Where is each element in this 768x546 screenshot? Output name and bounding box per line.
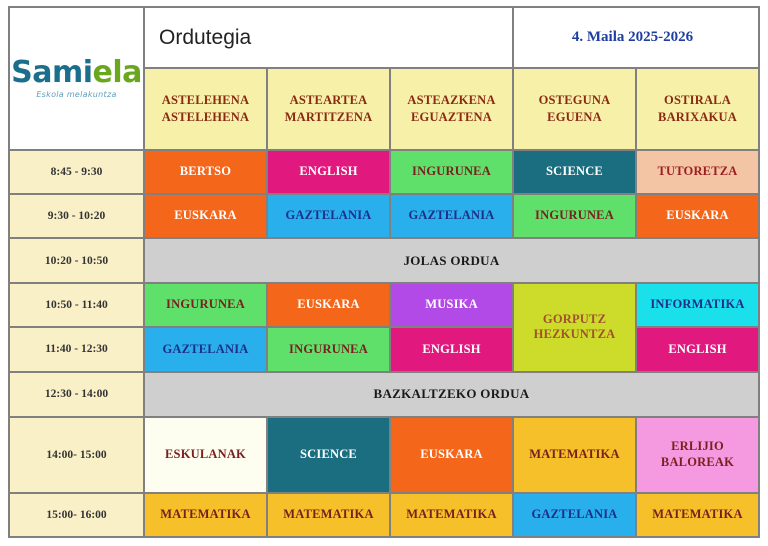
time-slot-label: 11:40 - 12:30 [9, 327, 144, 371]
timetable-row [9, 372, 759, 417]
subject-cell: ERLIJIO BALOREAK [636, 417, 759, 493]
day-header-friday-line1: OSTIRALA [664, 93, 731, 108]
subject-cell: MUSIKA [390, 283, 513, 327]
subject-cell: MATEMATIKA [513, 417, 636, 493]
subject-cell: GAZTELANIA [513, 493, 636, 537]
day-header-thursday [513, 68, 636, 149]
subject-cell: EUSKARA [390, 417, 513, 493]
title-row [9, 7, 759, 68]
time-slot-label: 10:50 - 11:40 [9, 283, 144, 327]
page-title [144, 7, 513, 68]
subject-cell: GORPUTZ HEZKUNTZA [513, 283, 636, 371]
subject-cell: ENGLISH [636, 327, 759, 371]
day-header-tuesday [267, 68, 390, 149]
subject-cell: INGURUNEA [267, 327, 390, 371]
school-year-label: 4. Maila 2025-2026 [513, 7, 759, 68]
day-header-tuesday-line2: MARTITZENA [284, 110, 373, 124]
time-slot-label: 8:45 - 9:30 [9, 150, 144, 194]
day-header-wednesday [390, 68, 513, 149]
logo-text-primary: Sami [11, 54, 93, 90]
subject-cell: MATEMATIKA [267, 493, 390, 537]
subject-cell: ENGLISH [390, 327, 513, 371]
subject-cell: INGURUNEA [144, 283, 267, 327]
day-header-monday-line2: ASTELEHENA [161, 110, 250, 124]
logo-wordmark [11, 54, 142, 90]
school-logo [9, 7, 144, 150]
timetable [8, 6, 760, 538]
logo-tagline: Eskola melakuntza [36, 89, 117, 99]
subject-cell: TUTORETZA [636, 150, 759, 194]
subject-cell: ENGLISH [267, 150, 390, 194]
day-header-monday [144, 68, 267, 149]
logo-text-secondary: ela [92, 54, 142, 90]
day-header-monday-line1: ASTELEHENA [161, 93, 250, 108]
timetable-row [9, 150, 759, 194]
time-slot-label: 14:00- 15:00 [9, 417, 144, 493]
day-header-friday-line2: BARIXAKUA [658, 110, 737, 124]
time-slot-label: 9:30 - 10:20 [9, 194, 144, 238]
subject-cell: GAZTELANIA [390, 194, 513, 238]
day-header-wednesday-line2: EGUAZTENA [411, 110, 492, 124]
time-slot-label: 15:00- 16:00 [9, 493, 144, 537]
timetable-row [9, 283, 759, 327]
day-header-thursday-line1: OSTEGUNA [538, 93, 611, 108]
day-header-friday [636, 68, 759, 149]
subject-cell: INGURUNEA [513, 194, 636, 238]
subject-cell: EUSKARA [144, 194, 267, 238]
subject-cell: ESKULANAK [144, 417, 267, 493]
subject-cell: EUSKARA [267, 283, 390, 327]
timetable-row [9, 417, 759, 493]
page-title-text: Ordutegia [159, 25, 252, 49]
time-slot-label: 10:20 - 10:50 [9, 238, 144, 283]
day-header-tuesday-line1: ASTEARTEA [289, 93, 368, 108]
subject-cell: MATEMATIKA [144, 493, 267, 537]
subject-cell: BERTSO [144, 150, 267, 194]
timetable-row [9, 327, 759, 371]
day-header-wednesday-line1: ASTEAZKENA [407, 93, 496, 108]
subject-cell: GAZTELANIA [144, 327, 267, 371]
timetable-row [9, 194, 759, 238]
subject-cell: MATEMATIKA [636, 493, 759, 537]
break-cell: BAZKALTZEKO ORDUA [144, 372, 759, 417]
subject-cell: MATEMATIKA [390, 493, 513, 537]
subject-cell: EUSKARA [636, 194, 759, 238]
break-cell: JOLAS ORDUA [144, 238, 759, 283]
time-slot-label: 12:30 - 14:00 [9, 372, 144, 417]
subject-cell: SCIENCE [513, 150, 636, 194]
subject-cell: GAZTELANIA [267, 194, 390, 238]
subject-cell: INFORMATIKA [636, 283, 759, 327]
timetable-row [9, 238, 759, 283]
timetable-row [9, 493, 759, 537]
subject-cell: SCIENCE [267, 417, 390, 493]
day-header-thursday-line2: EGUENA [547, 110, 602, 124]
subject-cell: INGURUNEA [390, 150, 513, 194]
